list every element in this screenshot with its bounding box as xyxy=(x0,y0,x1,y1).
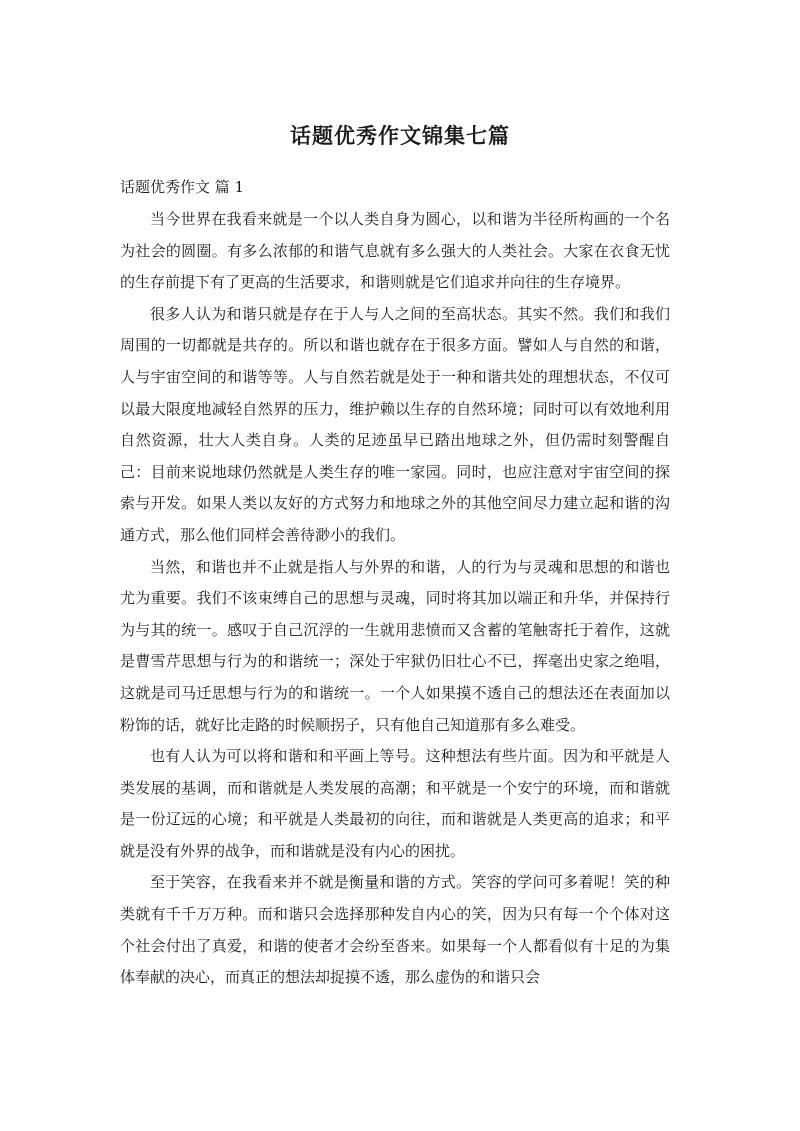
document-title: 话题优秀作文锦集七篇 xyxy=(290,124,510,148)
paragraph-1: 当今世界在我看来就是一个以人类自身为圆心，以和谐为半径所构画的一个名为社会的圆圈。有多么浓郁的和谐气息就有多么强大的人类社会。大家在衣食无忧的生存前提下有了更高的生活要求，和谐则就是它们追求并向往的生存境界。 xyxy=(120,210,670,292)
paragraph-5: 至于笑容，在我看来并不就是衡量和谐的方式。笑容的学问可多着呢！笑的种类就有千千万万种。而和谐只会选择那种发自内心的笑，因为只有每一个个体对这个社会付出了真爱，和谐的使者才会纷至沓来。如果每一个人都看似有十足的为集体奉献的决心，而真正的想法却捉摸不透，那么虚伪的和谐只会 xyxy=(120,873,670,987)
paragraph-4: 也有人认为可以将和谐和和平画上等号。这种想法有些片面。因为和平就是人类发展的基调，而和谐就是人类发展的高潮；和平就是一个安宁的环境，而和谐就是一份辽远的心境；和平就是人类最初的向往，而和谐就是人类更高的追求；和平就是没有外界的战争，而和谐就是没有内心的困扰。 xyxy=(120,747,670,860)
section-heading: 话题优秀作文 篇 1 xyxy=(120,178,245,196)
paragraph-2: 很多人认为和谐只就是存在于人与人之间的至高状态。其实不然。我们和我们周围的一切都就是共存的。所以和谐也就存在于很多方面。譬如人与自然的和谐，人与宇宙空间的和谐等等。人与自然若就是处于一种和谐共处的理想状态，不仅可以最大限度地减轻自然界的压力，维护赖以生存的自然环境；同时可以有效地利用自然资源，壮大人类自身。人类的足迹虽早已踏出地球之外，但仍需时刻警醒自己：目前来说地球仍然就是人类生存的唯一家园。同时，也应注意对宇宙空间的探索与开发。如果人类以友好的方式努力和地球之外的其他空间尽力建立起和谐的沟通方式，那么他们同样会善待渺小的我们。 xyxy=(120,304,670,544)
paragraph-3: 当然，和谐也并不止就是指人与外界的和谐，人的行为与灵魂和思想的和谐也尤为重要。我们不该束缚自己的思想与灵魂，同时将其加以端正和升华，并保持行为与其的统一。感叹于自己沉浮的一生就用悲愤而又含蓄的笔触寄托于着作，这就是曹雪芹思想与行为的和谐统一；深处于牢狱仍旧壮心不已，挥毫出史家之绝唱，这就是司马迁思想与行为的和谐统一。一个人如果摸不透自己的想法还在表面加以粉饰的话，就好比走路的时候顺拐子，只有他自己知道那有多么难受。 xyxy=(120,557,670,734)
